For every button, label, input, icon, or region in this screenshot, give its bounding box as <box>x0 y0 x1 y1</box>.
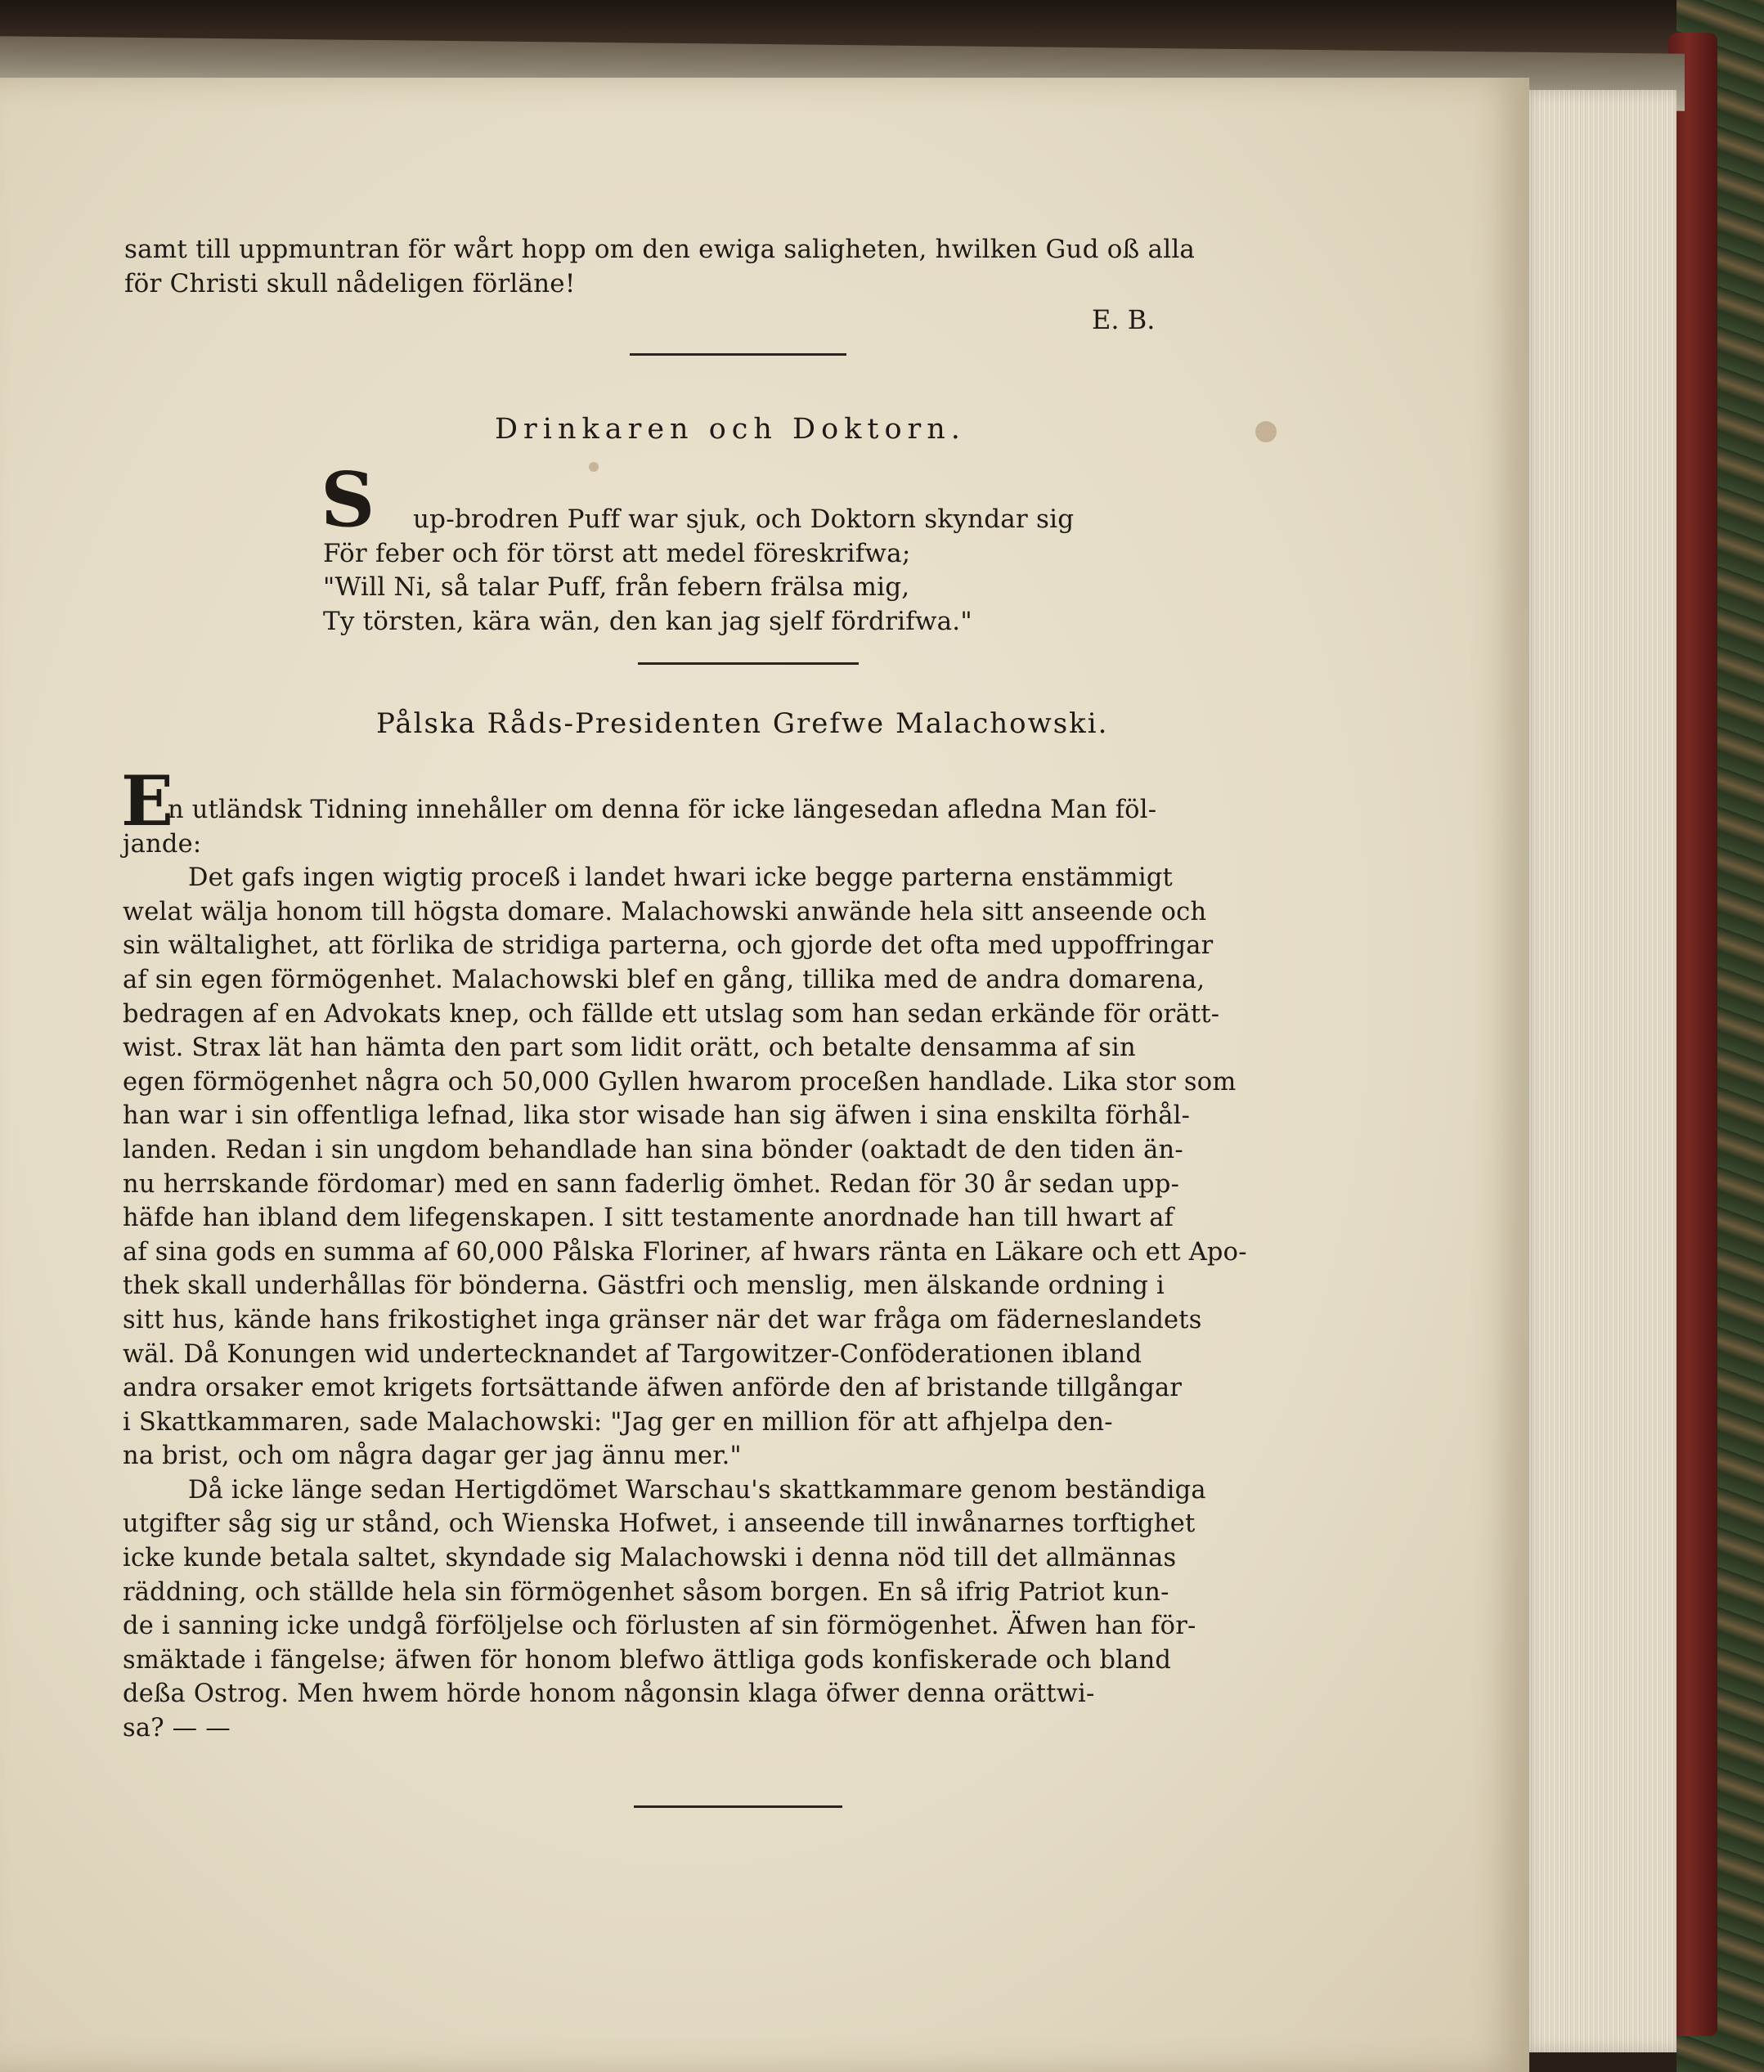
intro-line: för Christi skull nådeligen förläne! <box>124 268 576 298</box>
poem-line: "Will Ni, så talar Puff, från febern frälsa mig, <box>323 572 910 602</box>
article-line: sin wältalighet, att förlika de stridiga parterna, och gjorde det ofta med uppoffringar <box>123 931 1214 961</box>
article-body <box>123 793 1374 1746</box>
intro-line: samt till uppmuntran för wårt hopp om den ewiga saligheten, hwilken Gud oß alla <box>124 235 1196 264</box>
article-line: wäl. Då Konungen wid undertecknandet af Targowitzer-Conföderationen ibland <box>123 1339 1142 1369</box>
article-line: de i sanning icke undgå förföljelse och förlusten af sin förmögenhet. Äfwen han för- <box>123 1612 1196 1641</box>
article-title: Pålska Råds-Presidenten Grefwe Malachowski. <box>376 707 1109 740</box>
divider-rule <box>638 662 859 665</box>
article-line: Det gafs ingen wigtig proceß i landet hwari icke begge parterna enstämmigt <box>188 863 1174 893</box>
article-line: af sin egen förmögenhet. Malachowski blef en gång, tillika med de andra domarena, <box>123 965 1205 994</box>
article-line: welat wälja honom till högsta domare. Malachowski anwände hela sitt anseende och <box>123 897 1207 926</box>
page-stack-edge <box>1517 90 1676 2052</box>
stain <box>589 462 599 472</box>
article-line: wist. Strax lät han hämta den part som lidit orätt, och betalte densamma af sin <box>123 1034 1136 1063</box>
article-line: landen. Redan i sin ungdom behandlade han sina bönder (oaktadt de den tiden än- <box>123 1135 1183 1164</box>
article-line: na brist, och om några dagar ger jag ännu mer." <box>123 1442 742 1471</box>
article-line: egen förmögenhet några och 50,000 Gyllen hwarom proceßen handlade. Lika stor som <box>123 1067 1237 1097</box>
poem-title: Drinkaren och Doktorn. <box>495 413 966 446</box>
article-line: jande: <box>123 829 202 859</box>
article-line: n utländsk Tidning innehåller om denna för icke längesedan afledna Man föl- <box>168 796 1157 824</box>
article-line: i Skattkammaren, sade Malachowski: "Jag ger en million för att afhjelpa den- <box>123 1407 1113 1437</box>
article-line: nu herrskande fördomar) med en sann faderlig ömhet. Redan för 30 år sedan upp- <box>123 1169 1180 1199</box>
article-line: utgifter såg sig ur stånd, och Wienska Hofwet, i anseende till inwånarnes torftighet <box>123 1509 1196 1539</box>
article-line: bedragen af en Advokats knep, och fällde ett utslag som han sedan erkände för orätt- <box>123 999 1220 1029</box>
article-line: icke kunde betala saltet, skyndade sig Malachowski i denna nöd till det allmännas <box>123 1544 1177 1573</box>
divider-rule <box>634 1805 842 1808</box>
article-line: häfde han ibland dem lifegenskapen. I sitt testamente anordnade han till hwart af <box>123 1204 1174 1233</box>
poem-line: För feber och för törst att medel föreskrifwa; <box>323 538 911 568</box>
poem-drop-cap: S <box>321 455 375 544</box>
stain <box>1255 421 1277 442</box>
article-line: thek skall underhållas för bönderna. Gästfri och menslig, men älskande ordning i <box>123 1271 1165 1301</box>
article-line: deßa Ostrog. Men hwem hörde honom någonsin klaga öfwer denna orättwi- <box>123 1680 1095 1709</box>
intro-paragraph <box>124 233 1367 301</box>
article-line: andra orsaker emot krigets fortsättande äfwen anförde den af bristande tillgångar <box>123 1374 1183 1403</box>
article-line: han war i sin offentliga lefnad, lika stor wisade han sig äfwen i sina enskilta förhål- <box>123 1101 1191 1131</box>
divider-rule <box>630 353 846 356</box>
article-drop-cap: E <box>121 760 174 841</box>
article-line: Då icke länge sedan Hertigdömet Warschau's skattkammare genom beständiga <box>188 1475 1206 1505</box>
article-line: räddning, och ställde hela sin förmögenhet såsom borgen. En så ifrig Patriot kun- <box>123 1577 1169 1607</box>
signature: E. B. <box>1092 304 1156 335</box>
article-line: sitt hus, kände hans frikostighet inga gränser när det war fråga om fäderneslandets <box>123 1305 1202 1334</box>
article-line: sa? — — <box>123 1714 231 1743</box>
poem-line: up-brodren Puff war sjuk, och Doktorn skyndar sig <box>413 505 1075 534</box>
poem-line: Ty törsten, kära wän, den kan jag sjelf fördrifwa." <box>323 606 972 636</box>
article-line: smäktade i fängelse; äfwen för honom blefwo ättliga gods konfiskerade och bland <box>123 1645 1172 1675</box>
article-line: af sina gods en summa af 60,000 Pålska Floriner, af hwars ränta en Läkare och ett Apo- <box>123 1237 1247 1267</box>
poem-body <box>323 503 1223 639</box>
